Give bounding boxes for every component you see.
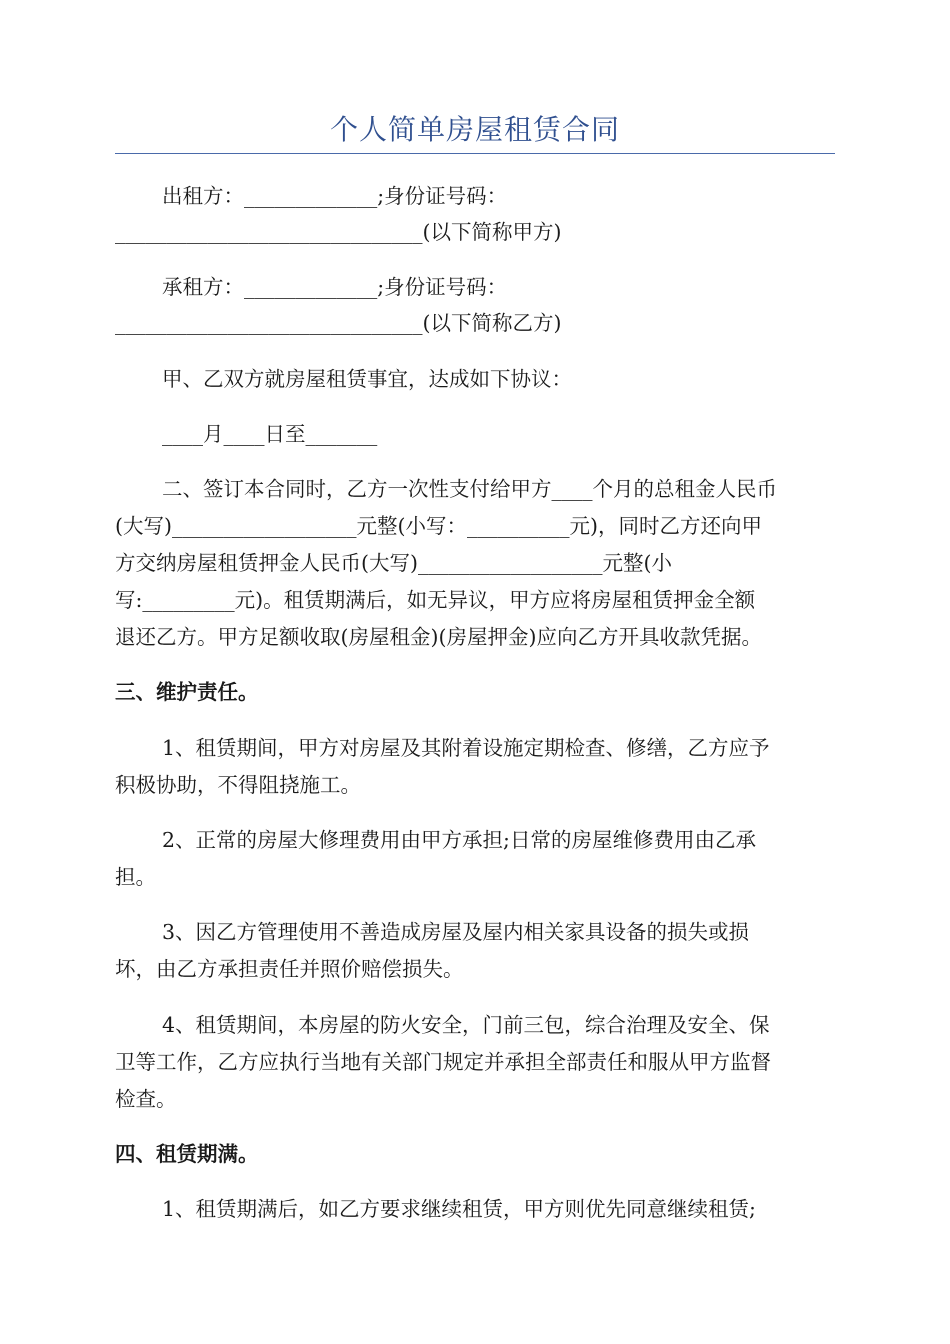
payment-line-1: 二、签订本合同时，乙方一次性支付给甲方____个月的总租金人民币 (162, 477, 777, 501)
maintenance-item-4-cont: 卫等工作，乙方应执行当地有关部门规定并承担全部责任和服从甲方监督 (115, 1050, 771, 1074)
payment-line-3: 方交纳房屋租赁押金人民币(大写)__________________元整(小 (115, 551, 672, 575)
lessor-id-line: ______________________________(以下简称甲方) (115, 220, 562, 244)
maintenance-item-4-end: 检查。 (115, 1087, 177, 1111)
lessee-line: 承租方：_____________;身份证号码： (162, 275, 508, 299)
lessor-line: 出租方：_____________;身份证号码： (162, 184, 508, 208)
agreement-intro: 甲、乙双方就房屋租赁事宜，达成如下协议： (162, 367, 572, 391)
lessee-id-line: ______________________________(以下简称乙方) (115, 311, 562, 335)
document-title: 个人简单房屋租赁合同 (329, 113, 620, 146)
section-heading-maintenance: 三、维护责任。 (115, 680, 259, 704)
maintenance-item-3-cont: 坏，由乙方承担责任并照价赔偿损失。 (115, 957, 464, 981)
maintenance-item-2-cont: 担。 (115, 865, 156, 889)
maintenance-item-1: 1、租赁期间，甲方对房屋及其附着设施定期检查、修缮，乙方应予 (162, 736, 770, 760)
maintenance-item-2: 2、正常的房屋大修理费用由甲方承担;日常的房屋维修费用由乙承 (162, 828, 756, 852)
title-underline (115, 153, 835, 154)
payment-line-4: 写:_________元)。租赁期满后，如无异议，甲方应将房屋租赁押金全额 (115, 588, 756, 612)
payment-line-5: 退还乙方。甲方足额收取(房屋租金)(房屋押金)应向乙方开具收款凭据。 (115, 625, 762, 649)
term-line: ____月____日至_______ (162, 422, 378, 446)
payment-line-2: (大写)__________________元整(小写：__________元)，同时乙方还向甲 (115, 514, 762, 538)
maintenance-item-4: 4、租赁期间，本房屋的防火安全，门前三包，综合治理及安全、保 (162, 1013, 770, 1037)
section-heading-expiry: 四、租赁期满。 (115, 1142, 259, 1166)
expiry-item-1: 1、租赁期满后，如乙方要求继续租赁，甲方则优先同意继续租赁; (162, 1197, 756, 1221)
maintenance-item-1-cont: 积极协助，不得阻挠施工。 (115, 773, 361, 797)
maintenance-item-3: 3、因乙方管理使用不善造成房屋及屋内相关家具设备的损失或损 (162, 920, 750, 944)
